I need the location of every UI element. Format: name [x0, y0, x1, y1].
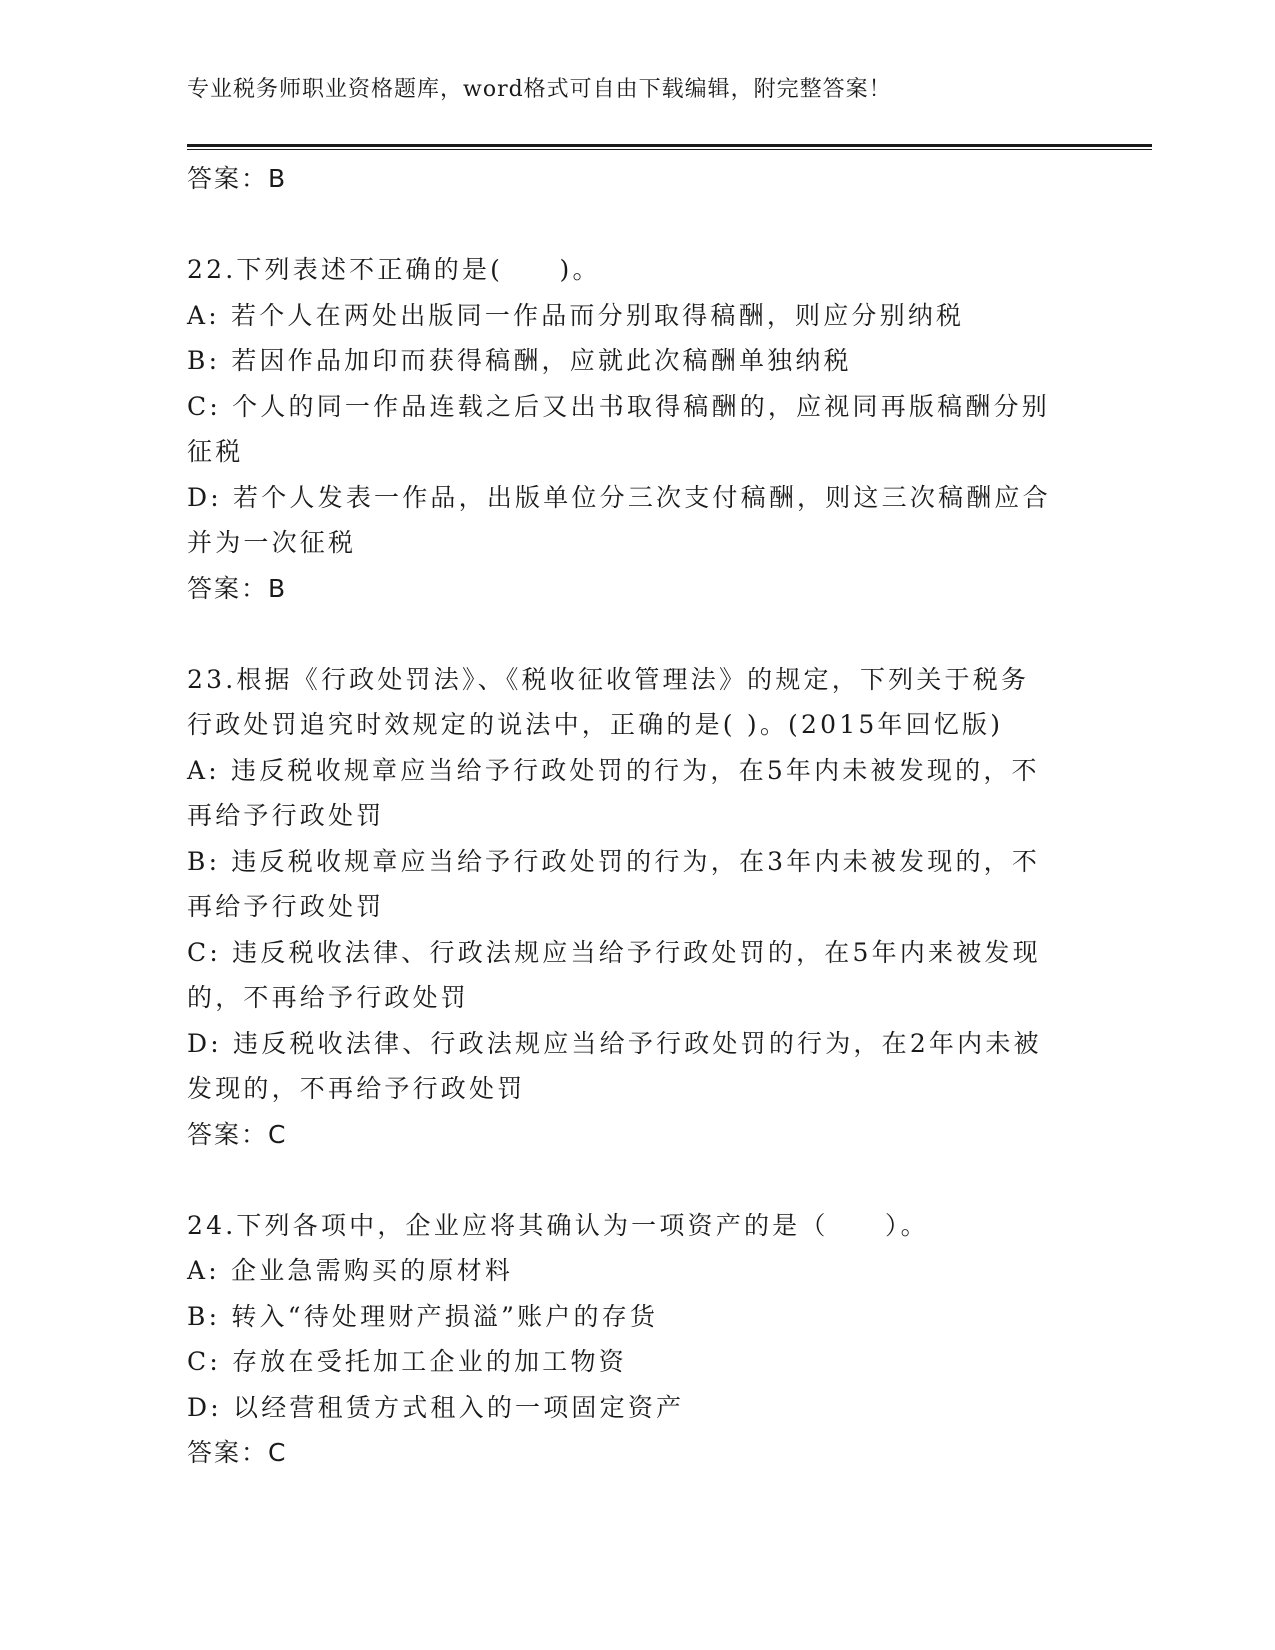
option-b-continued: 再给予行政处罚 [187, 892, 385, 921]
option-d: D: 以经营租赁方式租入的一项固定资产 [187, 1392, 685, 1422]
question-24 [187, 1203, 1087, 1476]
option-c: C: 存放在受托加工企业的加工物资 [187, 1347, 627, 1376]
option-a-continued: 再给予行政处罚 [187, 801, 385, 830]
option-c-continued: 的，不再给予行政处罚 [187, 983, 470, 1012]
question-23 [187, 657, 1087, 1158]
option-c: C: 违反税收法律、行政法规应当给予行政处罚的，在5年内来被发现 [187, 937, 1041, 967]
question-stem: 23.根据《行政处罚法》、《税收征收管理法》的规定，下列关于税务 [187, 664, 1030, 694]
option-b: B: 违反税收规章应当给予行政处罚的行为，在3年内未被发现的，不 [187, 846, 1041, 876]
option-b: B: 转入“待处理财产损溢”账户的存货 [187, 1301, 659, 1331]
option-c: C: 个人的同一作品连载之后又出书取得稿酬的，应视同再版稿酬分别 [187, 391, 1050, 421]
question-content [187, 156, 1087, 1476]
option-d-continued: 并为一次征税 [187, 528, 357, 557]
option-d-continued: 发现的，不再给予行政处罚 [187, 1074, 526, 1103]
question-stem: 24.下列各项中，企业应将其确认为一项资产的是（ ）。 [187, 1210, 929, 1240]
answer-line: 答案：C [187, 1119, 288, 1149]
option-c-continued: 征税 [187, 437, 244, 466]
answer-line: 答案：C [187, 1438, 288, 1467]
answer-line: 答案：B [187, 164, 288, 193]
option-a: A: 若个人在两处出版同一作品而分别取得稿酬，则应分别纳税 [187, 300, 965, 330]
option-d: D: 违反税收法律、行政法规应当给予行政处罚的行为，在2年内未被 [187, 1028, 1042, 1058]
answer-line: 答案：B [187, 573, 288, 603]
option-a: A: 企业急需购买的原材料 [187, 1256, 514, 1285]
option-d: D: 若个人发表一作品，出版单位分三次支付稿酬，则这三次稿酬应合 [187, 482, 1051, 512]
page-header: 专业税务师职业资格题库，word格式可自由下载编辑，附完整答案！ [187, 77, 892, 102]
question-stem-continued: 行政处罚追究时效规定的说法中，正确的是( )。(2015年回忆版) [187, 710, 1004, 739]
option-b: B: 若因作品加印而获得稿酬，应就此次稿酬单独纳税 [187, 346, 852, 375]
question-22 [187, 247, 1087, 611]
question-stem: 22.下列表述不正确的是( )。 [187, 255, 601, 284]
header-divider [187, 144, 1152, 150]
option-a: A: 违反税收规章应当给予行政处罚的行为，在5年内未被发现的，不 [187, 755, 1040, 785]
